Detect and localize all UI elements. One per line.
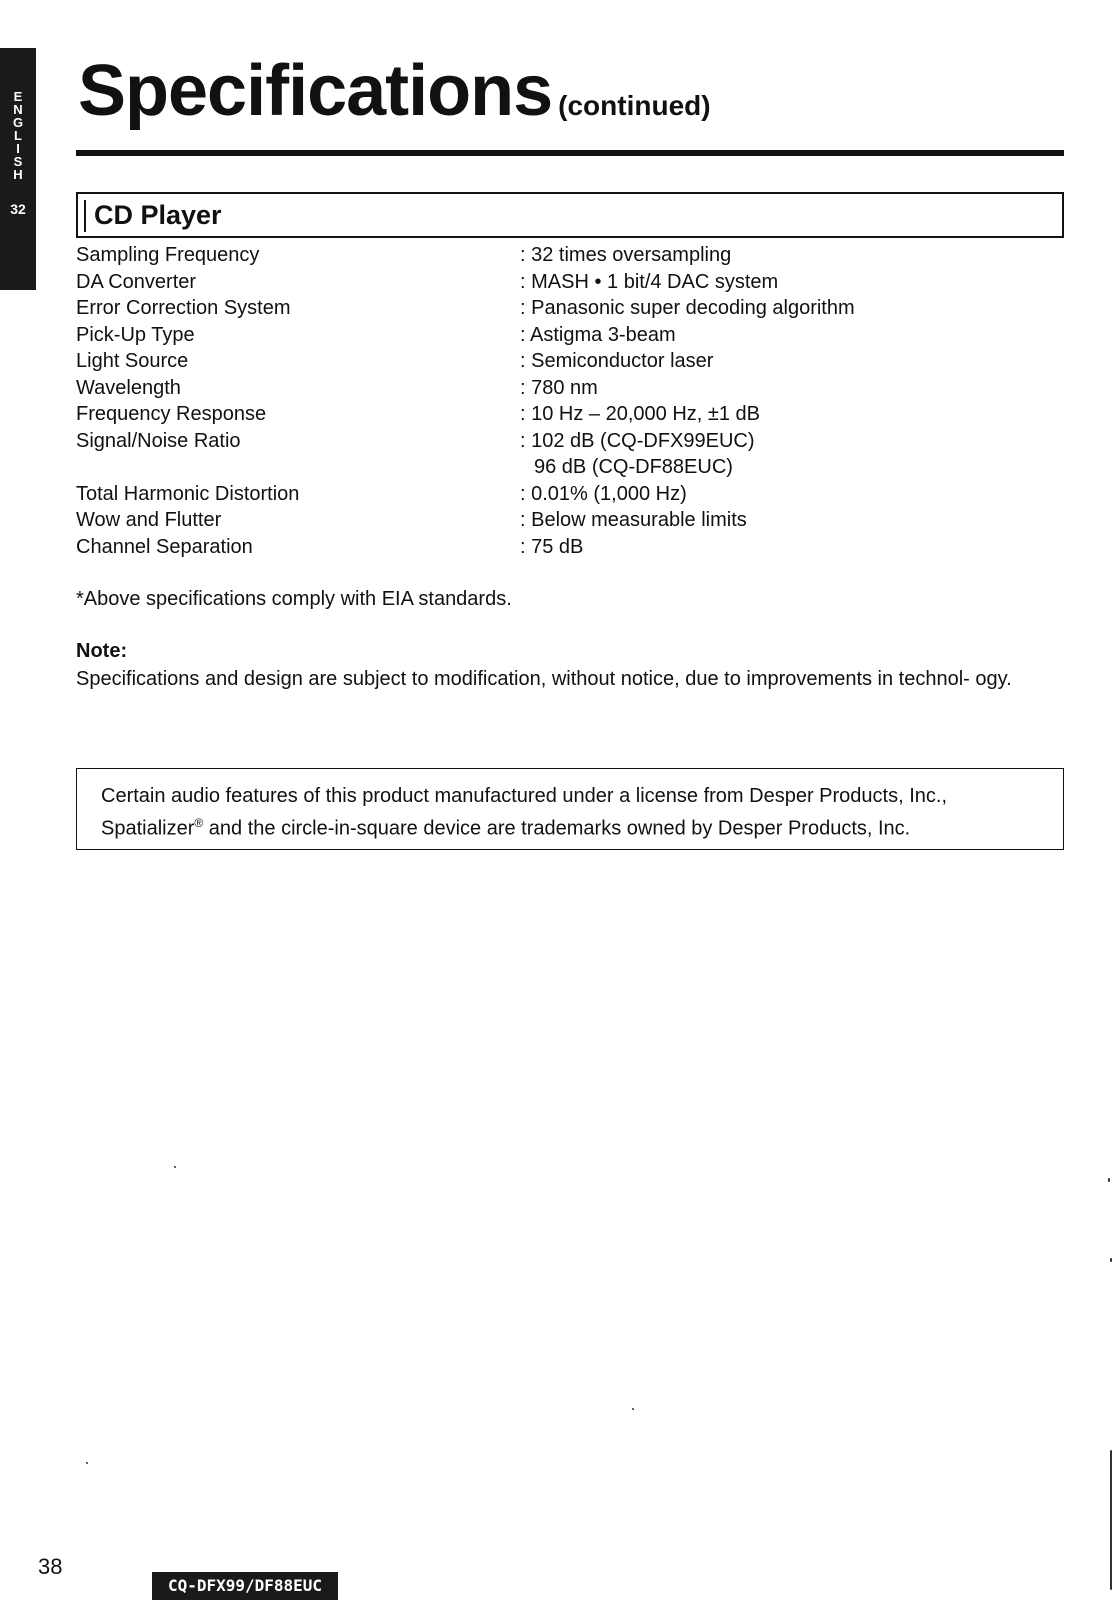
spec-value: : Panasonic super decoding algorithm	[520, 297, 855, 319]
language-letter: I	[16, 141, 20, 156]
scan-speck	[632, 1408, 634, 1410]
language-letter: S	[13, 154, 23, 169]
spec-name: Frequency Response	[76, 403, 267, 425]
spec-value: : Below measurable limits	[520, 509, 747, 531]
page-title-sub: (continued)	[558, 90, 711, 121]
language-tab-page-number: 32	[10, 201, 26, 217]
spec-name: Wow and Flutter	[76, 509, 222, 531]
scan-speck	[174, 1166, 176, 1168]
spec-row	[76, 401, 1066, 428]
section-heading-bar	[84, 200, 86, 232]
license-notice-box	[76, 768, 1064, 850]
page-title-main: Specifications	[78, 51, 553, 131]
spec-name: Error Correction System	[76, 297, 291, 319]
eia-footnote: *Above specifications comply with EIA standards.	[76, 588, 512, 610]
license-line-2-rest: and the circle-in-square device are trademarks owned by Desper Products, Inc.	[203, 817, 911, 840]
spec-row	[76, 507, 1066, 534]
scan-speck	[1110, 1258, 1112, 1262]
model-tag: CQ-DFX99/DF88EUC	[152, 1572, 338, 1600]
spec-name: DA Converter	[76, 270, 197, 293]
spec-row	[76, 269, 1066, 296]
registered-mark: ®	[194, 816, 204, 830]
language-letter: G	[12, 115, 24, 130]
spec-value: : MASH • 1 bit/4 DAC system	[520, 270, 779, 293]
spec-row	[76, 295, 1066, 322]
title-rule	[76, 150, 1064, 156]
language-letter: N	[13, 102, 23, 117]
spec-value: : 32 times oversampling	[520, 244, 732, 266]
spec-value: : Astigma 3-beam	[520, 323, 676, 346]
section-heading-box	[76, 192, 1064, 238]
spec-name: Channel Separation	[76, 535, 253, 558]
note-title: Note:	[76, 640, 128, 662]
spec-value: : 102 dB (CQ-DFX99EUC)	[520, 429, 755, 452]
license-line-2	[101, 810, 1039, 843]
spec-value: : 75 dB	[520, 535, 584, 558]
license-line-1: Certain audio features of this product manufactured under a license from Desper Products, Inc.,	[101, 785, 947, 807]
note-body: Specifications and design are subject to modification, without notice, due to improvements in technol- ogy.	[76, 668, 1012, 690]
language-letter: E	[13, 89, 23, 104]
spec-row	[76, 242, 1066, 269]
spec-row	[76, 481, 1066, 508]
spec-row	[76, 428, 1066, 481]
section-heading: CD Player	[94, 200, 222, 230]
spec-value: : 0.01% (1,000 Hz)	[520, 482, 687, 505]
spec-name: Sampling Frequency	[76, 244, 260, 266]
spec-row	[76, 534, 1066, 561]
spec-name: Total Harmonic Distortion	[76, 482, 300, 505]
spec-row	[76, 322, 1066, 349]
spec-value: : 780 nm	[520, 376, 598, 399]
spec-value: : Semiconductor laser	[520, 350, 714, 372]
language-tab-letters	[0, 90, 36, 181]
page-number: 38	[38, 1554, 63, 1579]
spec-list	[76, 242, 1066, 560]
language-letter: H	[13, 167, 23, 182]
spec-value-continued: 96 dB (CQ-DF88EUC)	[534, 456, 733, 478]
scan-speck	[86, 1462, 88, 1464]
spec-name: Light Source	[76, 350, 189, 372]
spec-row	[76, 375, 1066, 402]
language-letter: L	[14, 128, 22, 143]
spec-name: Signal/Noise Ratio	[76, 429, 241, 452]
scan-speck	[1108, 1178, 1110, 1182]
language-tab	[0, 48, 36, 290]
spec-name: Wavelength	[76, 376, 181, 399]
spatializer-trademark: Spatializer	[101, 817, 195, 840]
spec-row	[76, 348, 1066, 375]
page-title	[78, 50, 711, 132]
scan-edge-line	[1110, 1450, 1112, 1590]
spec-name: Pick-Up Type	[76, 323, 195, 346]
spec-value: : 10 Hz – 20,000 Hz, ±1 dB	[520, 403, 760, 425]
